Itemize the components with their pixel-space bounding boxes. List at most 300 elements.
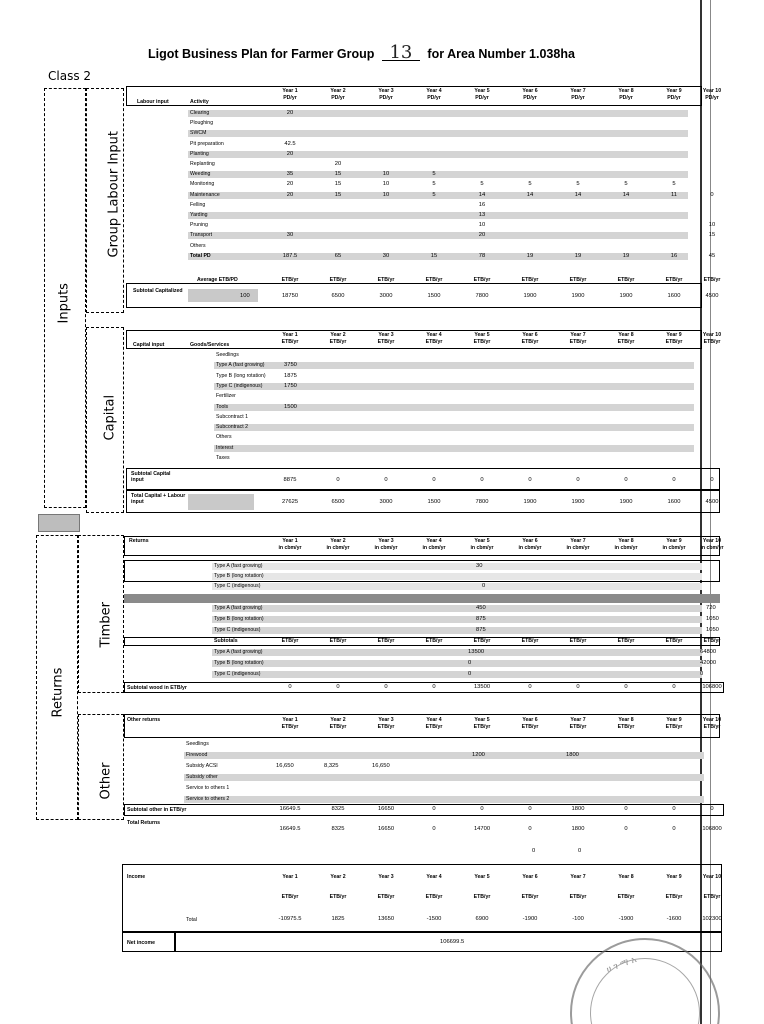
capital-subtotal-label: Subtotal Capital input (131, 471, 171, 483)
labour-unit-header: PD/yr (331, 95, 345, 101)
timber-etb-unit: ETB/yr (329, 638, 347, 644)
labour-activity: Maintenance (190, 191, 220, 198)
other-subtotal-cell: 0 (672, 806, 676, 812)
other-total-cell: 0 (528, 826, 532, 832)
other-unit-header: ETB/yr (329, 724, 347, 730)
capital-subtotal-cell: 0 (336, 477, 340, 483)
labour-unit-header: PD/yr (283, 95, 297, 101)
capital-year-header: Year 4 (426, 332, 442, 338)
labour-subtotal-cell: 18750 (281, 293, 299, 299)
timber-subtotal-cell: 0 (576, 684, 580, 690)
other-unit-header: ETB/yr (521, 724, 539, 730)
timber-dark-band (124, 594, 720, 603)
income-unit-header: ETB/yr (703, 894, 721, 900)
labour-year-header: Year 4 (426, 88, 442, 94)
labour-year-header: Year 10 (702, 88, 722, 94)
capital-item: Fertilizer (216, 393, 236, 400)
timber-subtotal-cell: 106800 (702, 684, 722, 690)
labour-activity: Clearing (190, 110, 210, 116)
labour-year-header: Year 6 (522, 88, 538, 94)
other-firewood-y7: 1800 (566, 752, 579, 758)
capital-unit-header: ETB/yr (425, 339, 443, 345)
labour-cell: 15 (334, 191, 342, 198)
timber-vol2-y5: 875 (476, 616, 486, 622)
labour-cell: 45 (708, 252, 716, 259)
other-unit-header: ETB/yr (665, 724, 683, 730)
timber-unit-header: in cbm/yr (662, 545, 686, 551)
other-col0-header: Other returns (127, 717, 161, 723)
income-year-header: Year 1 (282, 874, 298, 880)
labour-cell: 0 (710, 191, 714, 198)
timber-unit-header: in cbm/yr (422, 545, 446, 551)
labour-cell: 20 (286, 150, 294, 157)
capital-y1-cell: 1875 (284, 372, 297, 379)
timber-etb-unit: ETB/yr (473, 638, 491, 644)
capital-y1-cell: 1500 (284, 403, 297, 410)
labour-activity: Yarding (190, 212, 208, 218)
labour-avg-unit: ETB/yr (281, 277, 299, 283)
labour-subtotal-cell: 1600 (667, 293, 681, 299)
capital-year-header: Year 7 (570, 332, 586, 338)
timber-vol2-type: Type B (long rotation) (214, 616, 264, 622)
labour-cell: 15 (708, 232, 716, 239)
capital-subtotal-cell: 0 (710, 477, 714, 483)
capital-unit-header: ETB/yr (569, 339, 587, 345)
capital-year-header: Year 6 (522, 332, 538, 338)
other-unit-header: ETB/yr (377, 724, 395, 730)
other-total-cell: 0 (624, 826, 628, 832)
labour-unit-header: PD/yr (475, 95, 489, 101)
labour-year-header: Year 3 (378, 88, 394, 94)
capital-total-cell: 1900 (571, 499, 585, 505)
labour-cell: 35 (286, 171, 294, 178)
capital-col1-header: Goods/Services (190, 342, 230, 348)
labour-unit-header: PD/yr (379, 95, 393, 101)
labour-unit-header: PD/yr (571, 95, 585, 101)
labour-row-band (188, 232, 688, 239)
labour-avg-unit: ETB/yr (703, 277, 721, 283)
labour-activity: Ploughing (190, 120, 214, 127)
labour-row-band (188, 110, 688, 117)
capital-item: Subcontract 1 (216, 413, 249, 420)
timber-vol1-type: Type B (long rotation) (214, 573, 264, 579)
timber-unit-header: in cbm/yr (566, 545, 590, 551)
income-unit-header: ETB/yr (569, 894, 587, 900)
income-unit-header: ETB/yr (377, 894, 395, 900)
labour-col1-header: Activity (190, 99, 209, 105)
income-total-cell: -10975.5 (278, 916, 302, 922)
capital-item: Seedlings (216, 352, 239, 358)
labour-cell: 15 (334, 181, 342, 188)
labour-cell: 20 (286, 181, 294, 188)
timber-etb-unit: ETB/yr (377, 638, 395, 644)
income-year-header: Year 7 (570, 874, 586, 880)
timber-etb-type: Type C (indigenous) (214, 671, 261, 677)
labour-cell: 10 (478, 222, 486, 229)
capital-total-cell: 1900 (523, 499, 537, 505)
other-total-cell: 0 (432, 826, 436, 832)
other-year-header: Year 5 (474, 717, 490, 723)
other-subtotal-cell: 0 (432, 806, 436, 812)
other-total-cell: 14700 (473, 826, 491, 832)
income-year-header: Year 3 (378, 874, 394, 880)
capital-total-cell: 6500 (331, 499, 345, 505)
labour-activity: Pruning (190, 222, 208, 229)
labour-cell: 10 (708, 222, 716, 229)
timber-vol1-band (212, 573, 702, 580)
income-unit-header: ETB/yr (665, 894, 683, 900)
other-unit-header: ETB/yr (569, 724, 587, 730)
labour-cell: 5 (672, 181, 676, 188)
timber-subtotal-cell: 0 (672, 684, 676, 690)
labour-subtotal-cell: 3000 (379, 293, 393, 299)
labour-avg-unit: ETB/yr (569, 277, 587, 283)
timber-etb-unit: ETB/yr (569, 638, 587, 644)
capital-year-header: Year 3 (378, 332, 394, 338)
timber-unit-header: in cbm/yr (700, 545, 724, 551)
labour-cell: 14 (478, 191, 486, 198)
labour-activity: Planting (190, 150, 209, 157)
other-subsidy-cell: 8,325 (324, 763, 339, 769)
timber-subtotal-cell: 0 (288, 684, 292, 690)
capital-row-band (214, 424, 694, 431)
labour-cell: 42.5 (284, 140, 296, 147)
timber-subtotal-cell: 0 (528, 684, 532, 690)
labour-cell: 20 (286, 191, 294, 198)
labour-cell: 15 (430, 252, 438, 259)
income-total-cell: -1900 (618, 916, 634, 922)
capital-item: Others (216, 434, 232, 441)
other-item: Firewood (186, 752, 208, 758)
capital-subtotal-cell: 0 (624, 477, 628, 483)
labour-activity: Pit preparation (190, 140, 224, 147)
income-label: Income (127, 874, 146, 880)
capital-year-header: Year 9 (666, 332, 682, 338)
income-year-header: Year 5 (474, 874, 490, 880)
other-year-header: Year 8 (618, 717, 634, 723)
other-firewood-y5: 1200 (472, 752, 485, 758)
other-subtotal-cell: 0 (528, 806, 532, 812)
labour-cell: 5 (624, 181, 628, 188)
timber-etb-band (212, 649, 702, 656)
capital-unit-header: ETB/yr (617, 339, 635, 345)
timber-subtotal-cell: 0 (432, 684, 436, 690)
income-unit-header: ETB/yr (329, 894, 347, 900)
labour-activity: Others (190, 242, 206, 249)
income-total-cell: 1825 (331, 916, 345, 922)
timber-subtotal-cell: 0 (624, 684, 628, 690)
group-labour-label: Group Labour Input (106, 130, 122, 258)
labour-row-band (188, 151, 688, 158)
labour-avg-unit: ETB/yr (665, 277, 683, 283)
labour-year-header: Year 5 (474, 88, 490, 94)
timber-unit-header: in cbm/yr (614, 545, 638, 551)
timber-year-header: Year 6 (522, 538, 538, 544)
other-subsidy-cell: 16,650 (372, 763, 390, 769)
labour-cell: 30 (382, 252, 390, 259)
capital-year-header: Year 2 (330, 332, 346, 338)
labour-year-header: Year 8 (618, 88, 634, 94)
other-total-cell: 8325 (331, 826, 345, 832)
timber-year-header: Year 2 (330, 538, 346, 544)
labour-activity: Felling (190, 201, 206, 208)
labour-activity: Monitoring (190, 181, 215, 188)
capital-total-cell: 4500 (705, 499, 719, 505)
other-row-band (184, 752, 704, 759)
income-total-cell: -100 (572, 916, 584, 922)
capital-subtotal-cell: 0 (384, 477, 388, 483)
timber-unit-header: in cbm/yr (326, 545, 350, 551)
labour-subtotal-cell: 6500 (331, 293, 345, 299)
income-total-cell: 13650 (377, 916, 395, 922)
capital-unit-header: ETB/yr (665, 339, 683, 345)
capital-subtotal-cell: 8875 (283, 477, 297, 483)
other-item: Subsidy other (186, 774, 218, 780)
capital-total-cell: 1900 (619, 499, 633, 505)
capital-label: Capital (102, 394, 118, 441)
net-income-value: 106699.5 (440, 939, 465, 945)
labour-unit-header: PD/yr (619, 95, 633, 101)
other-unit-header: ETB/yr (425, 724, 443, 730)
labour-activity: Transport (190, 232, 213, 239)
timber-etb-y10: 0 (700, 671, 704, 677)
timber-etb-unit: ETB/yr (617, 638, 635, 644)
timber-year-header: Year 7 (570, 538, 586, 544)
timber-subtotal-cell: 0 (336, 684, 340, 690)
capital-item: Type A (fast growing) (216, 362, 265, 369)
timber-etb-band (212, 660, 702, 667)
income-year-header: Year 4 (426, 874, 442, 880)
income-unit-header: ETB/yr (281, 894, 299, 900)
capital-subtotal-cell: 0 (480, 477, 484, 483)
labour-avg-value: 100 (240, 293, 250, 299)
timber-vol2-type: Type C (indigenous) (214, 627, 261, 633)
labour-cell: 14 (574, 191, 582, 198)
other-unit-header: ETB/yr (617, 724, 635, 730)
labour-cell: 78 (478, 252, 486, 259)
timber-etb-y5: 0 (468, 671, 472, 677)
timber-vol2-y10: 1050 (706, 627, 719, 633)
income-unit-header: ETB/yr (473, 894, 491, 900)
labour-subtotal-cell: 1900 (619, 293, 633, 299)
capital-y1-cell: 1750 (284, 382, 297, 389)
capital-item: Subcontract 2 (216, 424, 249, 431)
capital-total-input (188, 494, 254, 510)
labour-col0-header: Labour input (137, 99, 169, 105)
labour-activity: Total PD (190, 252, 211, 259)
labour-unit-header: PD/yr (427, 95, 441, 101)
labour-cell: 15 (334, 171, 342, 178)
income-total-cell: -1500 (426, 916, 442, 922)
labour-cell: 16 (478, 201, 486, 208)
labour-cell: 20 (334, 161, 342, 167)
other-subsidy-cell: 16,650 (276, 763, 294, 769)
income-unit-header: ETB/yr (617, 894, 635, 900)
capital-y1-cell: 3750 (284, 362, 297, 369)
title-prefix: Ligot Business Plan for Farmer Group (148, 47, 375, 61)
labour-subtotal-label: Subtotal Capitalized (133, 288, 183, 294)
timber-vol1-band (212, 583, 702, 590)
income-year-header: Year 6 (522, 874, 538, 880)
other-total-cell: 0 (672, 826, 676, 832)
capital-subtotal-cell: 0 (672, 477, 676, 483)
capital-total-label: Total Capital + Labour input (131, 493, 186, 505)
timber-year-header: Year 4 (426, 538, 442, 544)
other-year-header: Year 4 (426, 717, 442, 723)
capital-unit-header: ETB/yr (703, 339, 721, 345)
income-unit-header: ETB/yr (425, 894, 443, 900)
other-item: Subsidy ACSI (186, 763, 218, 769)
labour-subtotal-cell: 4500 (705, 293, 719, 299)
income-total-cell: 102300 (702, 916, 722, 922)
capital-item: Tools (216, 403, 229, 410)
timber-etb-y10: 42000 (700, 660, 717, 666)
other-year-header: Year 2 (330, 717, 346, 723)
other-total-cell: 16650 (377, 826, 395, 832)
labour-cell: 14 (622, 191, 630, 198)
timber-etb-band (212, 671, 702, 678)
labour-subtotal-cell: 1500 (427, 293, 441, 299)
labour-cell: 19 (526, 252, 534, 259)
labour-cell: 5 (528, 181, 532, 188)
labour-subtotal-cell: 1900 (523, 293, 537, 299)
returns-label: Returns (50, 667, 66, 718)
other-year-header: Year 3 (378, 717, 394, 723)
capital-subtotal-cell: 0 (432, 477, 436, 483)
other-unit-header: ETB/yr (473, 724, 491, 730)
timber-etb-unit: ETB/yr (425, 638, 443, 644)
labour-cell: 10 (382, 171, 390, 178)
other-subtotal-cell: 0 (624, 806, 628, 812)
other-row-band (184, 796, 704, 803)
timber-vol2-y5: 450 (476, 605, 486, 611)
labour-unit-header: PD/yr (667, 95, 681, 101)
timber-vol1-cell: 30 (476, 563, 483, 569)
labour-cell: 19 (574, 252, 582, 259)
income-total-label: Total (186, 917, 197, 923)
capital-total-cell: 1500 (427, 499, 441, 505)
capital-year-header: Year 10 (702, 332, 722, 338)
capital-subtotal-cell: 0 (528, 477, 532, 483)
other-year-header: Year 7 (570, 717, 586, 723)
labour-cell: 5 (432, 191, 436, 198)
labour-avg-label: Average ETB/PD (197, 277, 238, 283)
timber-vol2-band (212, 627, 702, 634)
capital-total-cell: 7800 (475, 499, 489, 505)
net-income-divider (174, 932, 176, 952)
timber-vol2-band (212, 605, 702, 612)
timber-vol2-y5: 875 (476, 627, 486, 633)
timber-subtotals-label: Subtotals (214, 638, 238, 644)
labour-cell: 65 (334, 252, 342, 259)
other-item: Service to others 2 (186, 796, 230, 802)
timber-etb-unit: ETB/yr (665, 638, 683, 644)
labour-cell: 10 (382, 181, 390, 188)
labour-row-band (188, 212, 688, 219)
timber-vol1-type: Type C (indigenous) (214, 583, 261, 589)
labour-cell: 16 (670, 252, 678, 259)
timber-etb-unit: ETB/yr (281, 638, 299, 644)
other-total-cell: 16649.5 (279, 826, 301, 832)
title-suffix: for Area Number 1.038ha (427, 47, 575, 61)
timber-vol1-type: Type A (fast growing) (214, 563, 263, 569)
labour-unit-header: PD/yr (523, 95, 537, 101)
timber-subtotal-label: Subtotal wood in ETB/yr (127, 685, 187, 691)
labour-subtotal-cell: 7800 (475, 293, 489, 299)
group-number-handwritten: 13 (382, 46, 420, 61)
labour-row-band (188, 130, 688, 137)
capital-total-cell: 3000 (379, 499, 393, 505)
labour-activity: Weeding (190, 171, 211, 178)
capital-unit-header: ETB/yr (473, 339, 491, 345)
other-subtotal-cell: 0 (710, 806, 714, 812)
other-unit-header: ETB/yr (703, 724, 721, 730)
labour-activity: Replanting (190, 161, 215, 167)
labour-cell: 30 (286, 232, 294, 239)
timber-vol2-band (212, 616, 702, 623)
timber-year-header: Year 1 (282, 538, 298, 544)
capital-unit-header: ETB/yr (329, 339, 347, 345)
labour-cell: 20 (478, 232, 486, 239)
capital-unit-header: ETB/yr (281, 339, 299, 345)
class-label: Class 2 (48, 69, 92, 83)
timber-etb-y5: 13500 (468, 649, 485, 655)
separator-box (38, 514, 80, 532)
timber-unit-header: in cbm/yr (278, 545, 302, 551)
capital-unit-header: ETB/yr (521, 339, 539, 345)
timber-etb-type: Type A (fast growing) (214, 649, 263, 655)
capital-year-header: Year 5 (474, 332, 490, 338)
income-year-header: Year 8 (618, 874, 634, 880)
capital-col0-header: Capital input (133, 342, 165, 348)
other-below-0: 0 (532, 848, 536, 854)
capital-total-cell: 27625 (281, 499, 299, 505)
labour-year-header: Year 9 (666, 88, 682, 94)
income-total-cell: 6900 (475, 916, 489, 922)
other-year-header: Year 1 (282, 717, 298, 723)
capital-item: Type C (indigenous) (216, 382, 263, 389)
timber-year-header: Year 9 (666, 538, 682, 544)
timber-etb-unit: ETB/yr (703, 638, 721, 644)
timber-etb-type: Type B (long rotation) (214, 660, 264, 666)
labour-cell: 5 (432, 171, 436, 178)
labour-cell: 5 (480, 181, 484, 188)
other-subtotal-cell: 16649.5 (279, 806, 301, 812)
other-total-label: Total Returns (127, 820, 161, 826)
capital-item: Taxes (216, 455, 230, 461)
timber-etb-y10: 64800 (700, 649, 717, 655)
timber-vol2-type: Type A (fast growing) (214, 605, 263, 611)
timber-unit-header: in cbm/yr (374, 545, 398, 551)
capital-item: Type B (long rotation) (216, 372, 266, 379)
labour-cell: 14 (526, 191, 534, 198)
timber-subtotal-cell: 13500 (473, 684, 491, 690)
timber-unit-header: in cbm/yr (518, 545, 542, 551)
timber-col0-header: Returns (129, 538, 149, 544)
other-year-header: Year 10 (702, 717, 722, 723)
income-unit-header: ETB/yr (521, 894, 539, 900)
timber-vol2-y10: 1050 (706, 616, 719, 622)
other-subtotal-cell: 0 (480, 806, 484, 812)
net-income-label: Net income (127, 940, 155, 946)
income-year-header: Year 10 (702, 874, 722, 880)
labour-avg-unit: ETB/yr (521, 277, 539, 283)
other-subtotal-cell: 8325 (331, 806, 345, 812)
labour-activity: SWCM (190, 130, 207, 137)
timber-vol1-zero: 0 (482, 583, 486, 589)
timber-vol1-band (212, 563, 702, 570)
capital-row-band (214, 445, 694, 452)
